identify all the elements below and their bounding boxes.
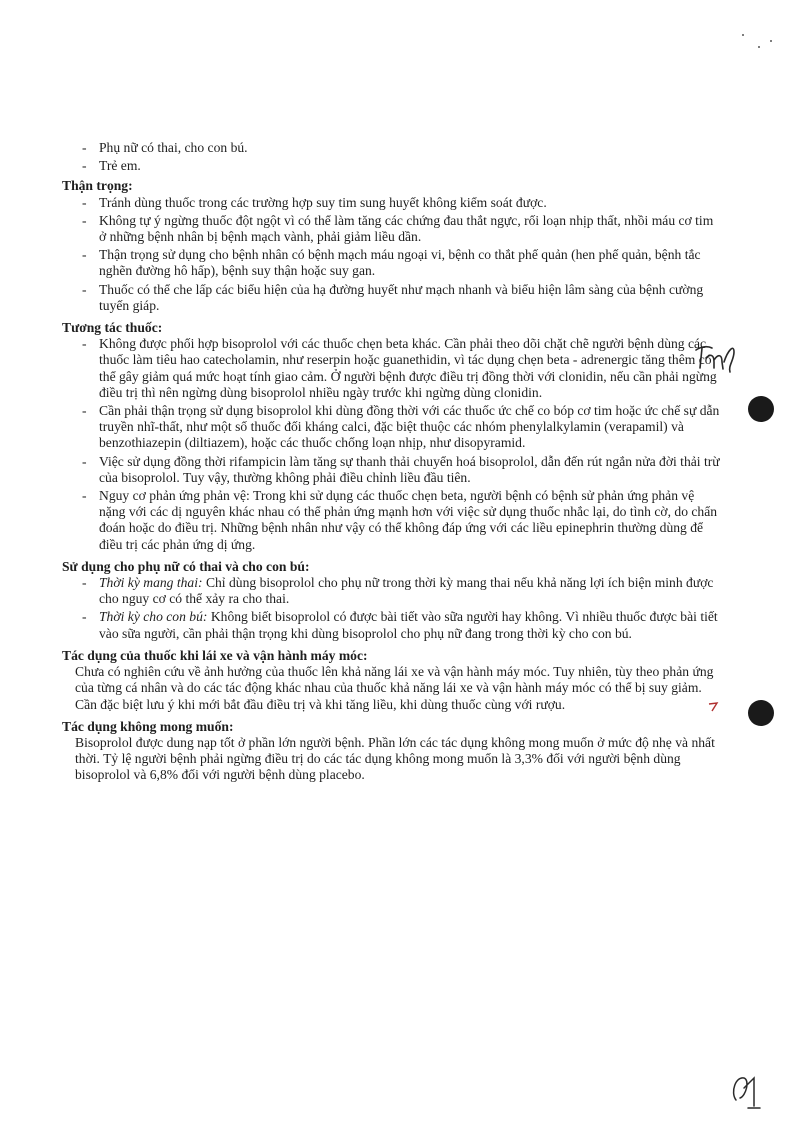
pregnancy-label: Thời kỳ mang thai: bbox=[99, 575, 203, 591]
list-item: - Thuốc có thể che lấp các biểu hiện của hạ đường huyết như mạch nhanh và biểu hiện lâm sàng của bệnh cường tuyến giáp. bbox=[82, 281, 704, 313]
list-item: - Thời kỳ cho con bú: Không biết bisoprolol có được bài tiết vào sữa người hay không. Vì nhiều thuốc được bài tiết vào sữa người, cần phải thận trọng khi dùng bisoprolol cho phụ nữ đang trong thời kỳ cho con bú. bbox=[82, 609, 718, 641]
list-item: - Không được phối hợp bisoprolol với các thuốc chẹn beta khác. Cần phải theo dõi chặt chẽ người bệnh dùng các thuốc làm tiêu hao catecholamin, như reserpin hoặc guanethidin, vì tác dụng chẹn beta - adrenergic tăng thêm có thể gây giảm quá mức hoạt tính giao cảm. Ở người bệnh được điều trị đồng thời với clonidin, nếu cần phải ngừng điều trị thì nên ngừng dùng bisoprolol nhiều ngày trước khi ngừng dùng clonidin. bbox=[82, 336, 717, 400]
list-item: - Nguy cơ phản ứng phản vệ: Trong khi sử dụng các thuốc chẹn beta, người bệnh có bệnh sử phản ứng phản vệ nặng với các dị nguyên khác nhau có thể phản ứng mạnh hơn với việc sử dụng thuốc nhắc lại, do tình cờ, do chẩn đoán hoặc do điều trị. Những bệnh nhân như vậy có thể không đáp ứng với các liều epinephrin thường dùng để điều trị các phản ứng dị ứng. bbox=[82, 488, 718, 552]
scan-speck bbox=[770, 40, 772, 42]
list-item: - Không tự ý ngừng thuốc đột ngột vì có thể làm tăng các chứng đau thắt ngực, rối loạn nhịp thất, nhồi máu cơ tim ở những bệnh nhân bị bệnh mạch vành, phải giảm liều dần. bbox=[82, 212, 714, 245]
interactions-heading: Tương tác thuốc: bbox=[62, 320, 163, 336]
list-item: - Trẻ em. bbox=[82, 158, 141, 174]
scan-speck bbox=[742, 34, 744, 36]
punch-hole-bottom bbox=[748, 700, 774, 726]
precautions-list bbox=[62, 195, 722, 314]
pregnancy-heading: Sử dụng cho phụ nữ có thai và cho con bú: bbox=[62, 558, 310, 574]
list-item: - Cần phải thận trọng sử dụng bisoprolol khi dùng đồng thời với các thuốc ức chế co bóp cơ tim hoặc ức chế sự dẫn truyền nhĩ-thất, như một số thuốc đối kháng calci, đặc biệt thuộc các nhóm phenylalkylamin (verapamil) và benzothiazepin (diltiazem), hoặc các thuốc chống loạn nhịp, như disopyramid. bbox=[82, 403, 720, 451]
list-item: - Thận trọng sử dụng cho bệnh nhân có bệnh mạch máu ngoại vi, bệnh co thắt phế quản (hen phế quản, bệnh tắc nghẽn đường hô hấp), bệnh suy thận hoặc suy gan. bbox=[82, 247, 701, 279]
list-item: - Thời kỳ mang thai: Chỉ dùng bisoprolol cho phụ nữ trong thời kỳ mang thai nếu khả năng lợi ích biện minh được cho nguy cơ có thể xảy ra cho thai. bbox=[82, 575, 714, 607]
side-effects-heading: Tác dụng không mong muốn: bbox=[62, 718, 234, 734]
lactation-label: Thời kỳ cho con bú: bbox=[99, 609, 208, 625]
list-item: - Phụ nữ có thai, cho con bú. bbox=[82, 140, 248, 155]
side-effects-paragraph: Bisoprolol được dung nạp tốt ở phần lớn người bệnh. Phần lớn các tác dụng không mong muốn ở mức độ nhẹ và nhất thời. Tỷ lệ người bệnh phải ngừng điều trị do các tác dụng không mong muốn là 3,3% đối với người bệnh dùng bisoprolol và 6,8% đối với người bệnh dùng placebo. bbox=[75, 734, 715, 783]
driving-heading: Tác dụng của thuốc khi lái xe và vận hành máy móc: bbox=[62, 647, 368, 663]
contraindications-list bbox=[62, 140, 722, 174]
scan-speck bbox=[758, 46, 760, 48]
document-body bbox=[62, 140, 722, 784]
precautions-heading: Thận trọng: bbox=[62, 178, 133, 194]
interactions-list bbox=[62, 336, 722, 553]
pregnancy-list bbox=[62, 575, 722, 642]
list-item: - Tránh dùng thuốc trong các trường hợp suy tim sung huyết không kiểm soát được. bbox=[82, 194, 547, 210]
punch-hole-top bbox=[748, 396, 774, 422]
handwritten-page-number-mark bbox=[726, 1070, 766, 1114]
driving-paragraph: Chưa có nghiên cứu về ảnh hưởng của thuốc lên khả năng lái xe và vận hành máy móc. Tuy nhiên, tùy theo phản ứng của từng cá nhân và do các tác động khác nhau của thuốc khả năng lái xe và vận hành máy móc có thể bị suy giảm. Cần đặc biệt lưu ý khi mới bắt đầu điều trị và khi tăng liều, khi dùng thuốc cùng với rượu. bbox=[75, 664, 714, 712]
list-item: - Việc sử dụng đồng thời rifampicin làm tăng sự thanh thải chuyển hoá bisoprolol, dẫn đến rút ngắn nửa đời thải trừ của bisoprolol. Tuy vậy, thường không phải điều chỉnh liều đầu tiên. bbox=[82, 453, 720, 485]
